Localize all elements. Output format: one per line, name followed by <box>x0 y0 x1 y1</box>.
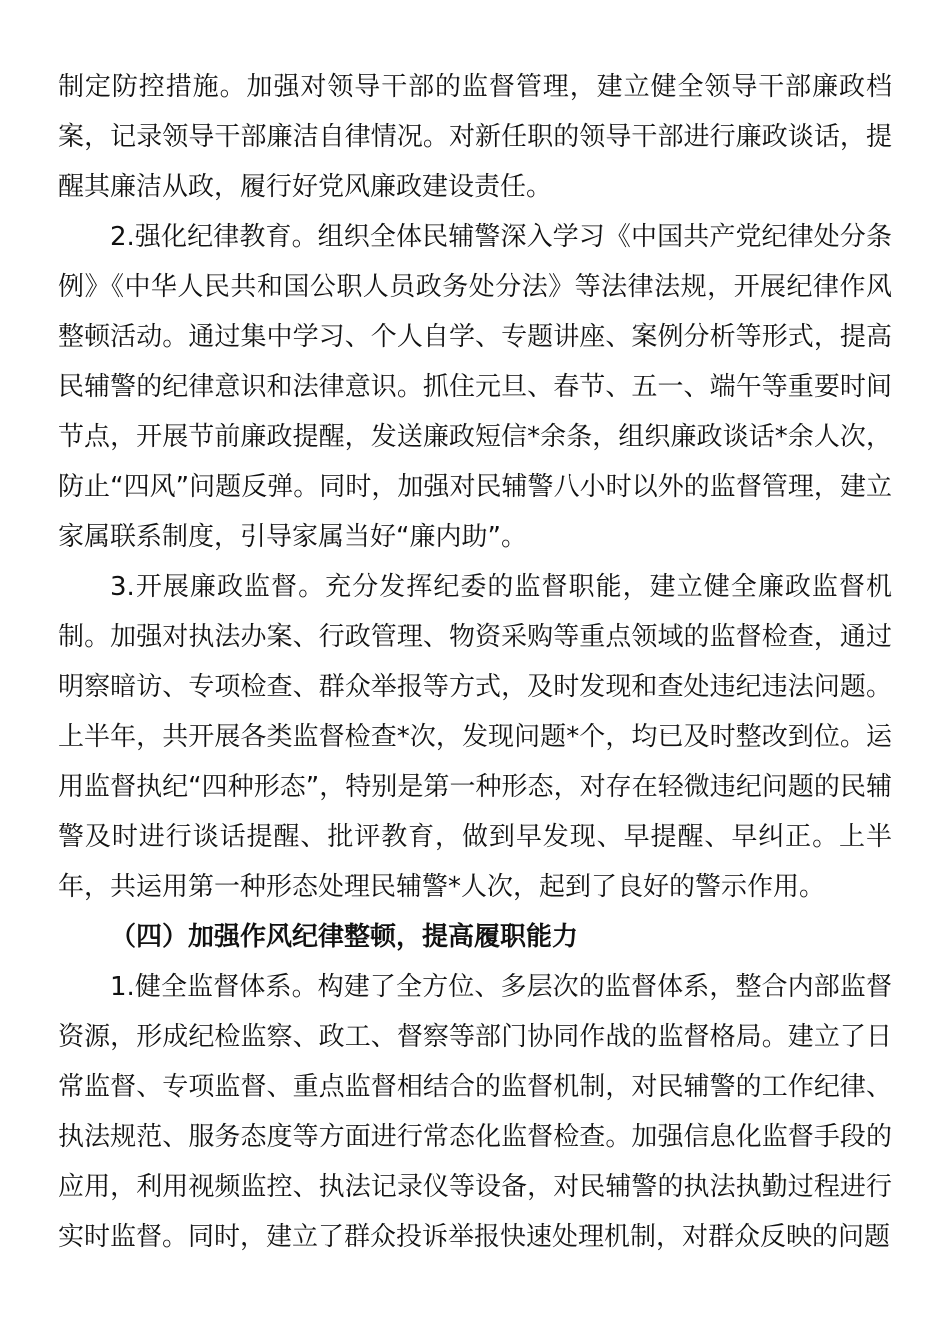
document-page <box>58 62 892 1262</box>
paragraph-discipline-education: 2.强化纪律教育。组织全体民辅警深入学习《中国共产党纪律处分条例》《中华人民共和国公职人员政务处分法》等法律法规，开展纪律作风整顿活动。通过集中学习、个人自学、专题讲座、案例分析等形式，提高民辅警的纪律意识和法律意识。抓住元旦、春节、五一、端午等重要时间节点，开展节前廉政提醒，发送廉政短信*余条，组织廉政谈话*余人次，防止“四风”问题反弹。同时，加强对民辅警八小时以外的监督管理，建立家属联系制度，引导家属当好“廉内助”。 <box>58 222 892 552</box>
section-heading-4: （四）加强作风纪律整顿，提高履职能力 <box>110 922 579 952</box>
paragraph-continued: 制定防控措施。加强对领导干部的监督管理，建立健全领导干部廉政档案，记录领导干部廉洁自律情况。对新任职的领导干部进行廉政谈话，提醒其廉洁从政，履行好党风廉政建设责任。 <box>58 72 892 202</box>
paragraph-supervision-system: 1.健全监督体系。构建了全方位、多层次的监督体系，整合内部监督资源，形成纪检监察、政工、督察等部门协同作战的监督格局。建立了日常监督、专项监督、重点监督相结合的监督机制，对民辅警的工作纪律、执法规范、服务态度等方面进行常态化监督检查。加强信息化监督手段的应用，利用视频监控、执法记录仪等设备，对民辅警的执法执勤过程进行实时监督。同时，建立了群众投诉举报快速处理机制，对群众反映的问题 <box>58 972 892 1252</box>
paragraph-integrity-supervision: 3.开展廉政监督。充分发挥纪委的监督职能，建立健全廉政监督机制。加强对执法办案、行政管理、物资采购等重点领域的监督检查，通过明察暗访、专项检查、群众举报等方式，及时发现和查处违纪违法问题。上半年，共开展各类监督检查*次，发现问题*个，均已及时整改到位。运用监督执纪“四种形态”，特别是第一种形态，对存在轻微违纪问题的民辅警及时进行谈话提醒、批评教育，做到早发现、早提醒、早纠正。上半年，共运用第一种形态处理民辅警*人次，起到了良好的警示作用。 <box>58 572 892 902</box>
